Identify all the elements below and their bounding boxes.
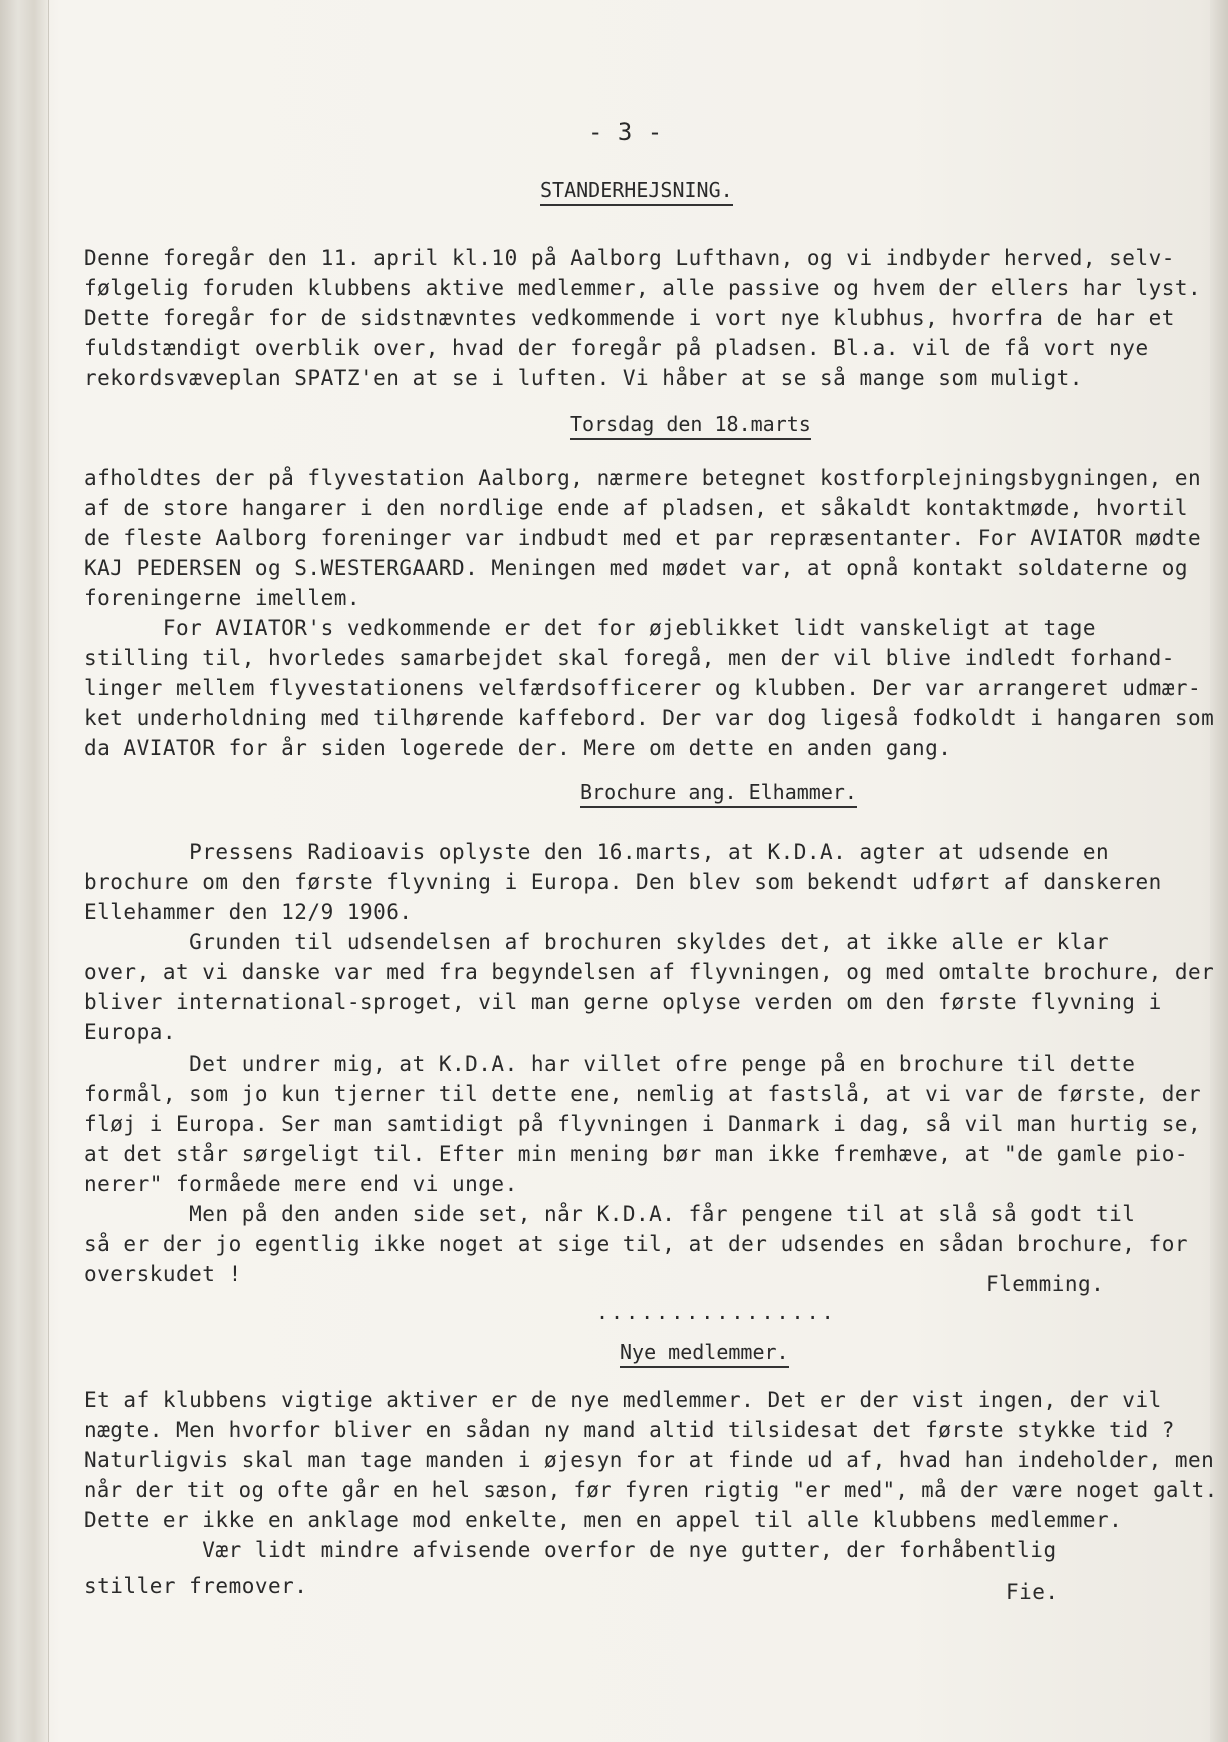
signature-flemming: Flemming. — [986, 1272, 1105, 1296]
text-line: nægte. Men hvorfor bliver en sådan ny mand altid tilsidesat det første stykke tid ? — [84, 1418, 1175, 1442]
section-separator: ................ — [596, 1300, 837, 1324]
text-line: KAJ PEDERSEN og S.WESTERGAARD. Meningen med mødet var, at opnå kontakt soldaterne og — [84, 556, 1189, 580]
page-number: - 3 - — [588, 118, 663, 146]
text-line: Naturligvis skal man tage manden i øjesyn for at finde ud af, hvad han indeholder, men — [84, 1448, 1215, 1472]
heading-brochure: Brochure ang. Elhammer. — [580, 780, 857, 808]
text-line: brochure om den første flyvning i Europa. Den blev som bekendt udført af danskeren — [84, 870, 1162, 894]
text-line: For AVIATOR's vedkommende er det for øjeblikket lidt vanskeligt at tage — [84, 616, 1097, 640]
text-line: af de store hangarer i den nordlige ende af pladsen, et såkaldt kontaktmøde, hvortil — [84, 496, 1189, 520]
text-line: Denne foregår den 11. april kl.10 på Aalborg Lufthavn, og vi indbyder herved, selv- — [84, 246, 1175, 270]
text-line: da AVIATOR for år siden logerede der. Mere om dette en anden gang. — [84, 736, 952, 760]
heading-nye-medlemmer: Nye medlemmer. — [620, 1340, 789, 1368]
text-line: Vær lidt mindre afvisende overfor de nye gutter, der forhåbentlig — [84, 1538, 1057, 1562]
text-line: følgelig foruden klubbens aktive medlemmer, alle passive og hvem der ellers har lyst. — [84, 276, 1202, 300]
text-line: formål, som jo kun tjerner til dette ene, nemlig at fastslå, at vi var de første, der — [84, 1082, 1202, 1106]
text-line: at det står sørgeligt til. Efter min mening bør man ikke fremhæve, at "de gamle pio- — [84, 1142, 1189, 1166]
text-line: fuldstændigt overblik over, hvad der foregår på pladsen. Bl.a. vil de få vort nye — [84, 336, 1149, 360]
text-line: de fleste Aalborg foreninger var indbudt med et par repræsentanter. For AVIATOR mødte — [84, 526, 1202, 550]
text-line: bliver international-sproget, vil man gerne oplyse verden om den første flyvning i — [84, 990, 1162, 1014]
text-line: Pressens Radioavis oplyste den 16.marts, at K.D.A. agter at udsende en — [84, 840, 1110, 864]
text-line: over, at vi danske var med fra begyndelsen af flyvningen, og med omtalte brochure, der — [84, 960, 1215, 984]
heading-torsdag: Torsdag den 18.marts — [570, 412, 811, 440]
text-line: så er der jo egentlig ikke noget at sige til, at der udsendes en sådan brochure, for — [84, 1232, 1189, 1256]
text-line: Det undrer mig, at K.D.A. har villet ofre penge på en brochure til dette — [84, 1052, 1136, 1076]
signature-fie: Fie. — [1006, 1580, 1059, 1604]
text-line: linger mellem flyvestationens velfærdsofficerer og klubben. Der var arrangeret udmær- — [84, 676, 1202, 700]
text-line: stilling til, hvorledes samarbejdet skal foregå, men der vil blive indledt forhand- — [84, 646, 1175, 670]
text-line: ket underholdning med tilhørende kaffebord. Der var dog ligeså fodkoldt i hangaren som — [84, 706, 1215, 730]
text-line: Grunden til udsendelsen af brochuren skyldes det, at ikke alle er klar — [84, 930, 1110, 954]
text-line: overskudet ! — [84, 1262, 242, 1286]
text-line: Dette er ikke en anklage mod enkelte, men en appel til alle klubbens medlemmer. — [84, 1508, 1123, 1532]
text-line: Europa. — [84, 1020, 177, 1044]
text-line: Men på den anden side set, når K.D.A. får pengene til at slå så godt til — [84, 1202, 1136, 1226]
text-line: Et af klubbens vigtige aktiver er de nye medlemmer. Det er der vist ingen, der vil — [84, 1388, 1162, 1412]
text-line: stiller fremover. — [84, 1574, 308, 1598]
text-line: Dette foregår for de sidstnævntes vedkommende i vort nye klubhus, hvorfra de har et — [84, 306, 1175, 330]
text-line: når der tit og ofte går en hel sæson, før fyren rigtig "er med", må der være noget galt. — [84, 1478, 1218, 1502]
text-line: rekordsvæveplan SPATZ'en at se i luften. Vi håber at se så mange som muligt. — [84, 366, 1083, 390]
heading-standerhejsning: STANDERHEJSNING. — [540, 178, 733, 206]
text-line: nerer" formåede mere end vi unge. — [84, 1172, 518, 1196]
text-line: fløj i Europa. Ser man samtidigt på flyvningen i Danmark i dag, så vil man hurtig se, — [84, 1112, 1202, 1136]
page-binding — [0, 0, 49, 1742]
text-line: Ellehammer den 12/9 1906. — [84, 900, 413, 924]
text-line: foreningerne imellem. — [84, 586, 361, 610]
text-line: afholdtes der på flyvestation Aalborg, nærmere betegnet kostforplejningsbygningen, en — [84, 466, 1202, 490]
